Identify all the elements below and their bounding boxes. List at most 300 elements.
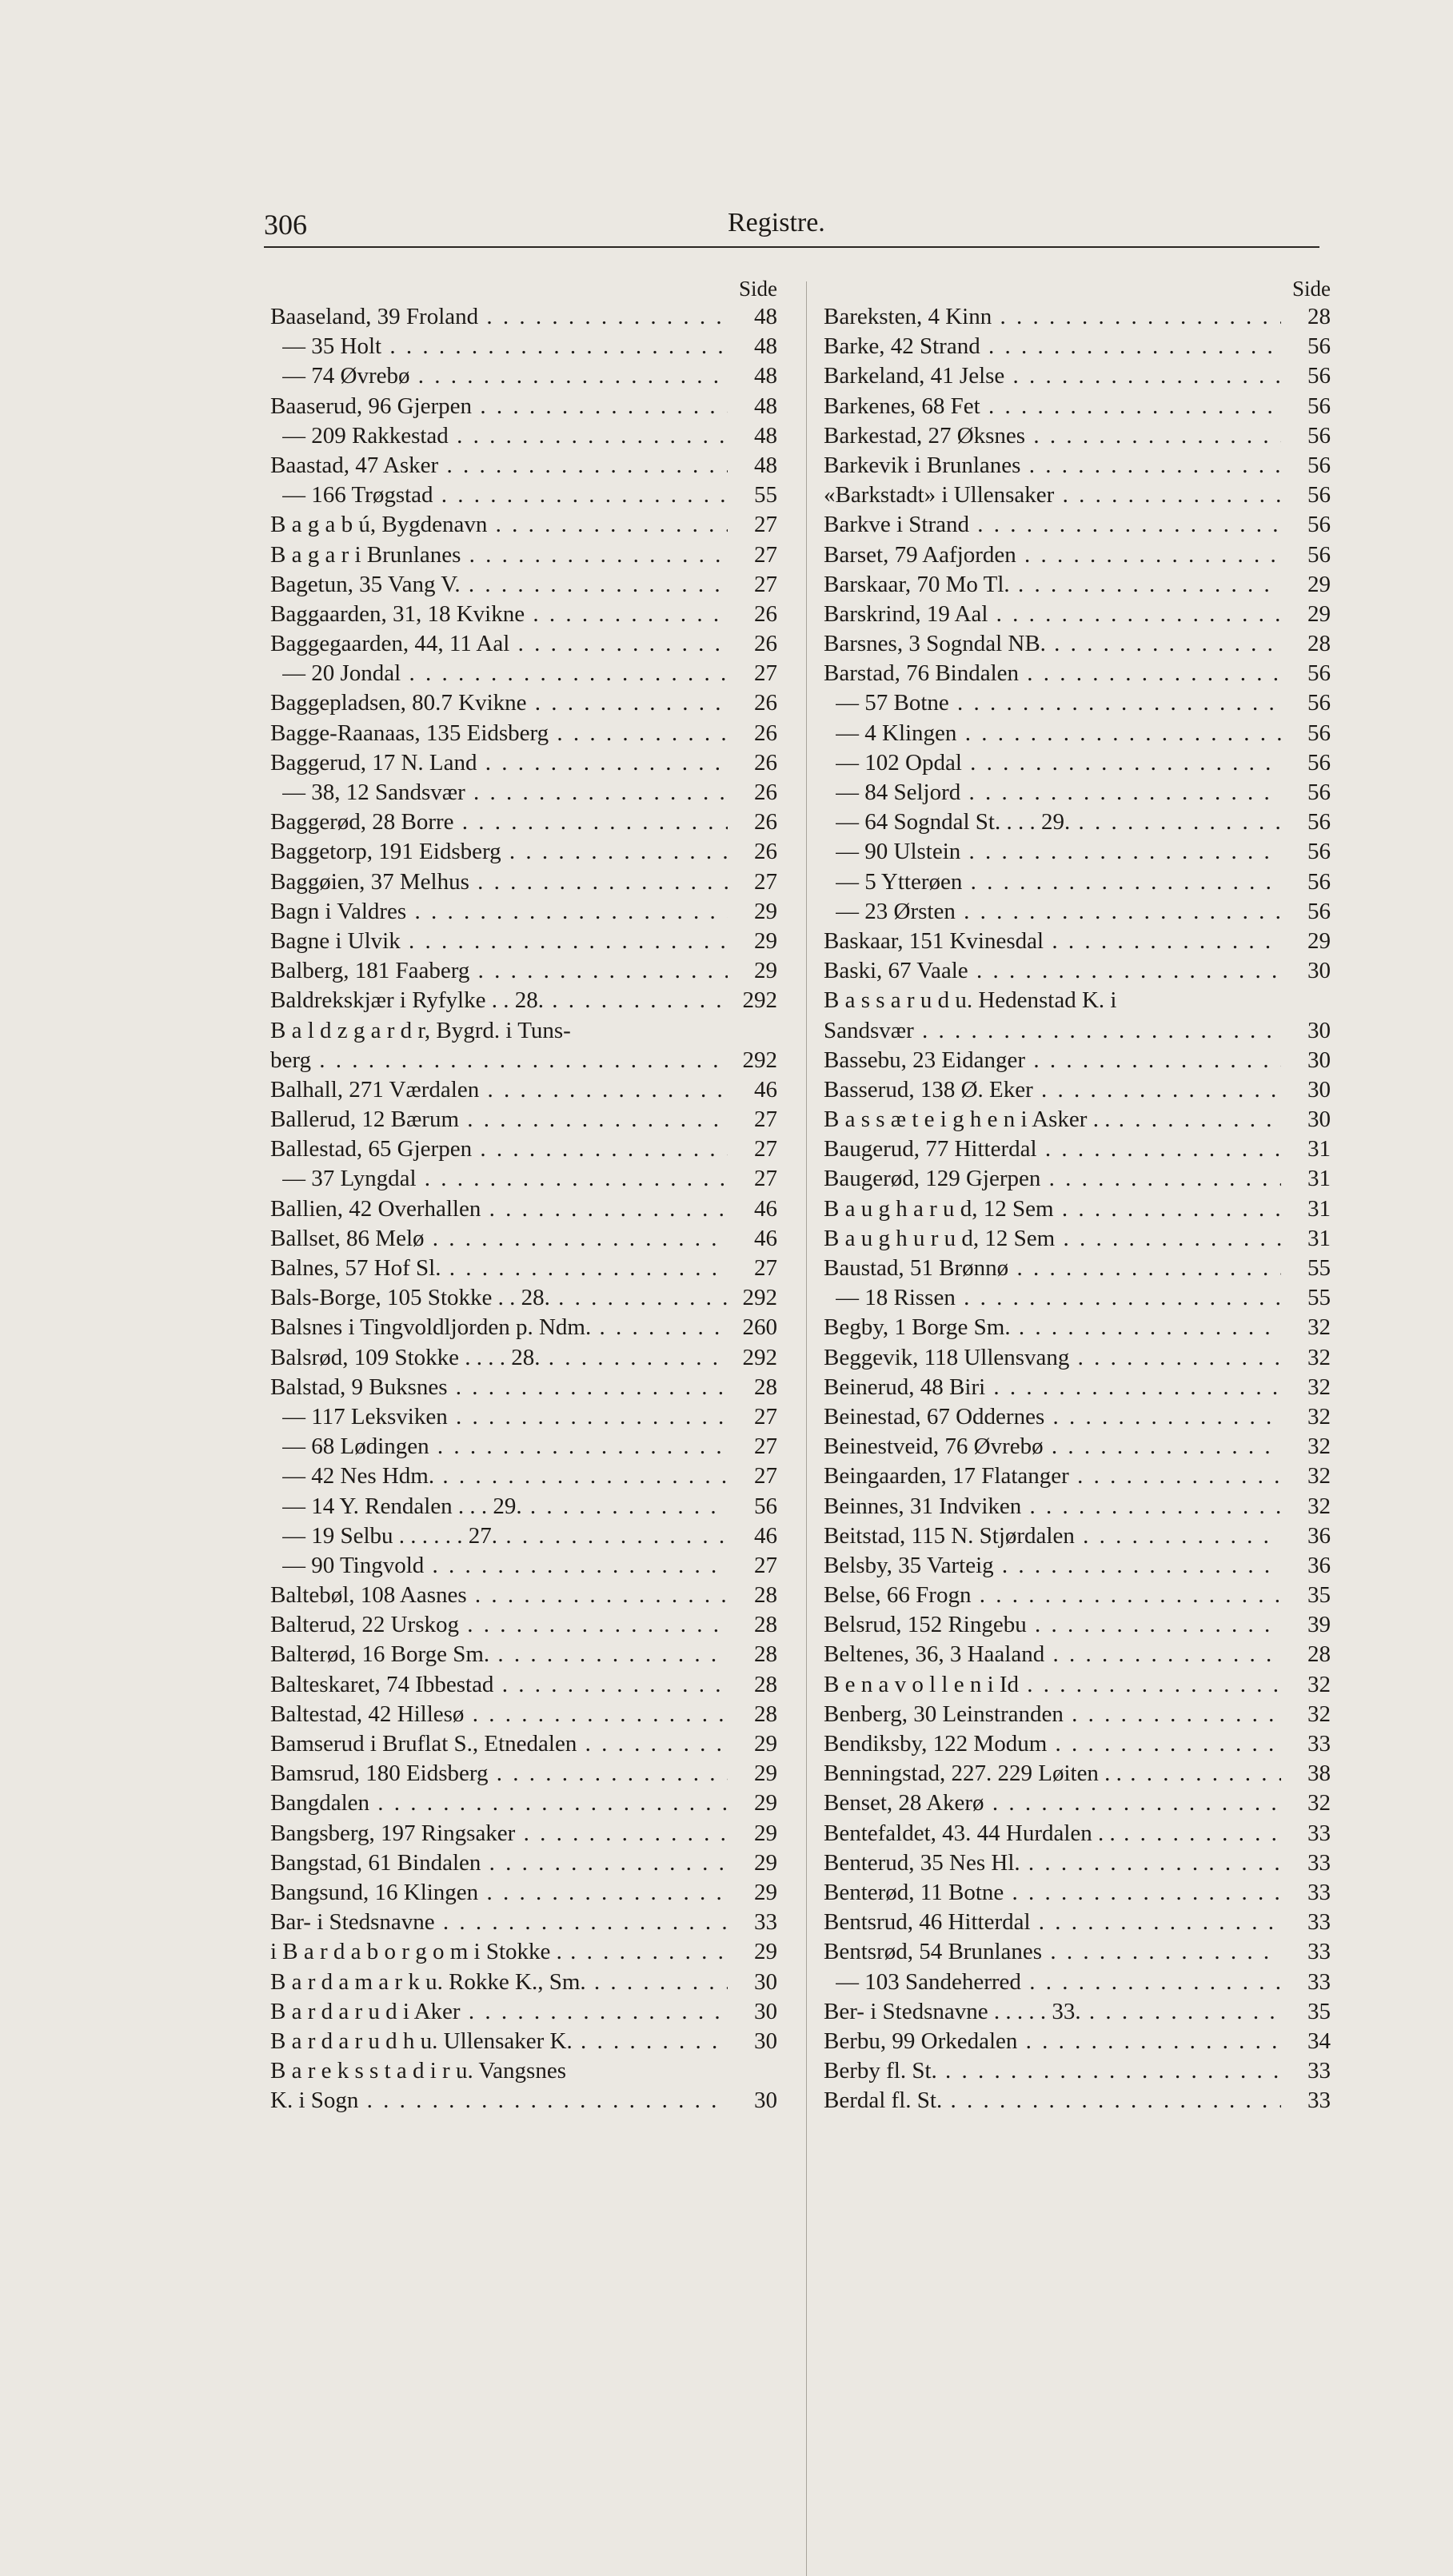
index-entry (824, 1551, 1335, 1581)
entry-text: Barke, 42 Strand . . . (824, 332, 1281, 361)
index-entry (270, 897, 782, 927)
entry-page: 26 (754, 690, 777, 716)
index-entry (270, 1551, 782, 1581)
index-entry (824, 927, 1335, 956)
entry-text: Bentsrød, 54 Brunlanes . . . (824, 1937, 1281, 1967)
index-entry (824, 1997, 1335, 2027)
index-entry (824, 1283, 1335, 1313)
entry-text: Bamsrud, 180 Eidsberg . . . (270, 1759, 728, 1788)
entry-text: — 42 Nes Hdm. . . . (282, 1461, 728, 1491)
entry-text: Bamserud i Bruflat S., Etnedalen . . . (270, 1729, 728, 1759)
entry-page: 31 (1307, 1195, 1331, 1222)
index-entry (270, 2056, 782, 2086)
index-entry (824, 1788, 1335, 1818)
entry-page: 28 (1307, 1641, 1331, 1668)
index-entry (270, 1819, 782, 1848)
entry-page: 29 (754, 927, 777, 954)
entry-text: — 84 Seljord . . . (836, 778, 1281, 807)
entry-page: 35 (1307, 1998, 1331, 2024)
index-entry (824, 1016, 1335, 1046)
entry-text: Ber- i Stedsnavne . . . . . 33. . . . (824, 1997, 1281, 2027)
entry-page: 29 (754, 1761, 777, 1787)
entry-page: 33 (1307, 2058, 1331, 2084)
entry-page: 55 (1307, 1255, 1331, 1281)
entry-page: 32 (1307, 1701, 1331, 1727)
entry-text: — 19 Selbu . . . . . . 27. . . . (282, 1521, 728, 1551)
entry-text: Balteskaret, 74 Ibbestad . . . (270, 1670, 728, 1700)
index-entry (824, 748, 1335, 778)
entry-text: B a u g h a r u d, 12 Sem . . . (824, 1194, 1281, 1224)
entry-page: 46 (754, 1076, 777, 1103)
index-entry (270, 392, 782, 421)
index-entry (270, 867, 782, 897)
entry-page: 38 (1307, 1761, 1331, 1787)
index-entry (824, 2027, 1335, 2056)
entry-page: 29 (1307, 571, 1331, 597)
index-entry (270, 481, 782, 510)
entry-page: 29 (754, 1879, 777, 1905)
index-entry (270, 1373, 782, 1402)
index-entry (824, 1402, 1335, 1432)
entry-text: Beinnes, 31 Indviken . . . (824, 1492, 1281, 1521)
entry-text: Bar- i Stedsnavne . . . (270, 1908, 728, 1937)
index-entry (824, 837, 1335, 867)
index-entry (270, 2027, 782, 2056)
entry-page: 31 (1307, 1166, 1331, 1192)
index-entry (270, 1194, 782, 1224)
entry-page: 33 (754, 1909, 777, 1936)
entry-page: 36 (1307, 1552, 1331, 1578)
entry-text: B a l d z g a r d r, Bygrd. i Tuns- (270, 1017, 571, 1043)
index-entry (824, 659, 1335, 688)
entry-text: B a g a b ú, Bygdenavn . . . (270, 510, 728, 540)
entry-page: 30 (754, 1998, 777, 2024)
index-entry (824, 956, 1335, 986)
entry-text: — 166 Trøgstad . . . (282, 481, 728, 510)
index-entry (270, 600, 782, 629)
index-entry (824, 302, 1335, 332)
entry-page: 27 (754, 1552, 777, 1578)
index-entry (824, 629, 1335, 659)
index-entry (270, 778, 782, 807)
entry-page: 32 (1307, 1463, 1331, 1489)
index-entry (824, 688, 1335, 718)
entry-text: B a r e k s s t a d i r u. Vangsnes (270, 2058, 566, 2084)
entry-page: 31 (1307, 1225, 1331, 1251)
entry-text: Barskaar, 70 Mo Tl. . . . (824, 570, 1281, 600)
index-entry (824, 1759, 1335, 1788)
entry-page: 32 (1307, 1403, 1331, 1430)
entry-page: 48 (754, 333, 777, 360)
index-entry (270, 1283, 782, 1313)
index-entry (270, 1848, 782, 1878)
entry-text: Bals-Borge, 105 Stokke . . 28. . . . (270, 1283, 728, 1313)
index-entry (270, 570, 782, 600)
index-entry (270, 1968, 782, 1997)
entry-page: 30 (754, 2088, 777, 2114)
entry-text: B a r d a r u d h u. Ullensaker K. . . . (270, 2027, 728, 2056)
index-entry (270, 1134, 782, 1164)
entry-page: 27 (754, 1107, 777, 1133)
entry-page: 39 (1307, 1612, 1331, 1638)
index-entry (270, 2086, 782, 2115)
entry-page: 27 (754, 1166, 777, 1192)
entry-text: «Barkstadt» i Ullensaker . . . (824, 481, 1281, 510)
entry-text: Baaserud, 96 Gjerpen . . . (270, 392, 728, 421)
entry-text: Bassebu, 23 Eidanger . . . (824, 1046, 1281, 1075)
index-entry (824, 600, 1335, 629)
entry-page: 55 (754, 482, 777, 508)
entry-text: Barkenes, 68 Fet . . . (824, 392, 1281, 421)
entry-text: Beinestad, 67 Oddernes . . . (824, 1402, 1281, 1432)
entry-text: Berby fl. St. . . . (824, 2056, 1281, 2086)
entry-page: 33 (1307, 1939, 1331, 1965)
index-entry (824, 1373, 1335, 1402)
index-entry (270, 688, 782, 718)
entry-page: 32 (1307, 1374, 1331, 1400)
entry-page: 48 (754, 452, 777, 478)
entry-text: Berdal fl. St. . . . (824, 2086, 1281, 2115)
index-entry (824, 1461, 1335, 1491)
entry-text: Bendiksby, 122 Modum . . . (824, 1729, 1281, 1759)
entry-page: 56 (1307, 720, 1331, 746)
index-entry (824, 570, 1335, 600)
index-entry (824, 540, 1335, 570)
entry-text: K. i Sogn . . . (270, 2086, 728, 2115)
entry-text: Beggevik, 118 Ullensvang . . . (824, 1343, 1281, 1373)
entry-page: 56 (1307, 482, 1331, 508)
index-entry (270, 986, 782, 1015)
entry-page: 33 (1307, 1968, 1331, 1995)
index-entry (824, 361, 1335, 391)
index-entry (270, 927, 782, 956)
entry-text: Benningstad, 227. 229 Løiten . . . . . (824, 1759, 1281, 1788)
entry-text: Baggetorp, 191 Eidsberg . . . (270, 837, 728, 867)
entry-text: Baltestad, 42 Hillesø . . . (270, 1700, 728, 1729)
index-entry (824, 1670, 1335, 1700)
entry-text: Barkve i Strand . . . (824, 510, 1281, 540)
entry-page: 26 (754, 809, 777, 835)
index-entry (270, 421, 782, 451)
index-entry (824, 421, 1335, 451)
index-entry (270, 807, 782, 837)
entry-page: 30 (1307, 1107, 1331, 1133)
entry-text: Baggegaarden, 44, 11 Aal . . . (270, 629, 728, 659)
entry-text: Baugerud, 77 Hitterdal . . . (824, 1134, 1281, 1164)
entry-text: Balsnes i Tingvoldljorden p. Ndm. . . . (270, 1313, 728, 1342)
index-entry (270, 302, 782, 332)
entry-text: B a s s a r u d u. Hedenstad K. i (824, 987, 1117, 1014)
entry-text: Barkevik i Brunlanes . . . (824, 451, 1281, 481)
index-entry (270, 1402, 782, 1432)
entry-text: Bangstad, 61 Bindalen . . . (270, 1848, 728, 1878)
index-entry (824, 1254, 1335, 1283)
entry-page: 36 (1307, 1522, 1331, 1549)
index-entry (824, 1105, 1335, 1134)
entry-text: Balterud, 22 Urskog . . . (270, 1610, 728, 1640)
index-column-left (270, 276, 782, 2115)
entry-text: Barstad, 76 Bindalen . . . (824, 659, 1281, 688)
entry-text: Ballien, 42 Overhallen . . . (270, 1194, 728, 1224)
index-entry (824, 1700, 1335, 1729)
index-entry (824, 1848, 1335, 1878)
entry-text: — 90 Ulstein . . . (836, 837, 1281, 867)
entry-text: Belsby, 35 Varteig . . . (824, 1551, 1281, 1581)
index-entry (270, 1521, 782, 1551)
entry-page: 292 (742, 1344, 777, 1370)
index-entry (270, 332, 782, 361)
index-entry (824, 2086, 1335, 2115)
entry-page: 56 (1307, 780, 1331, 805)
index-entry (270, 1105, 782, 1134)
entry-text: B a u g h u r u d, 12 Sem . . . (824, 1224, 1281, 1254)
entry-page: 30 (1307, 958, 1331, 984)
entry-page: 31 (1307, 1136, 1331, 1162)
entry-page: 32 (1307, 1671, 1331, 1697)
index-entry (824, 1046, 1335, 1075)
entry-page: 30 (754, 2028, 777, 2054)
entry-page: 29 (754, 1849, 777, 1876)
index-entry (270, 1581, 782, 1610)
index-entry (270, 451, 782, 481)
entry-page: 27 (754, 660, 777, 687)
entry-text: Baggerud, 17 N. Land . . . (270, 748, 728, 778)
index-entry (270, 719, 782, 748)
index-entry (270, 1254, 782, 1283)
index-entry (824, 1819, 1335, 1848)
entry-text: Balberg, 181 Faaberg . . . (270, 956, 728, 986)
entry-text: B a g a r i Brunlanes . . . (270, 540, 728, 570)
entry-text: — 14 Y. Rendalen . . . 29. . . . (282, 1492, 728, 1521)
entry-text: — 64 Sogndal St. . . . 29. . . . (836, 807, 1281, 837)
entry-text: Bareksten, 4 Kinn . . . (824, 302, 1281, 332)
entry-page: 56 (1307, 452, 1331, 478)
entry-page: 260 (742, 1314, 777, 1341)
index-entry (270, 1432, 782, 1461)
entry-page: 26 (754, 631, 777, 657)
index-entry (270, 1016, 782, 1046)
index-entry (270, 510, 782, 540)
entry-text: B a s s æ t e i g h e n i Asker . . . . . (824, 1105, 1281, 1134)
entry-text: Balstad, 9 Buksnes . . . (270, 1373, 728, 1402)
entry-page: 32 (1307, 1790, 1331, 1816)
entry-page: 56 (1307, 512, 1331, 538)
index-entry (270, 1046, 782, 1075)
entry-text: Balterød, 16 Borge Sm. . . . (270, 1640, 728, 1669)
index-entry (270, 1313, 782, 1342)
entry-page: 32 (1307, 1314, 1331, 1341)
entry-text: Bagge-Raanaas, 135 Eidsberg . . . (270, 719, 728, 748)
entry-page: 56 (1307, 541, 1331, 568)
index-entry (824, 1075, 1335, 1105)
entry-text: Begby, 1 Borge Sm. . . . (824, 1313, 1281, 1342)
entry-text: Baugerød, 129 Gjerpen . . . (824, 1164, 1281, 1194)
index-entry (824, 1610, 1335, 1640)
entry-page: 27 (754, 1403, 777, 1430)
entry-page: 56 (1307, 690, 1331, 716)
entry-text: — 38, 12 Sandsvær . . . (282, 778, 728, 807)
index-entry (824, 332, 1335, 361)
entry-page: 292 (742, 987, 777, 1014)
index-entry (270, 1729, 782, 1759)
entry-page: 56 (754, 1493, 777, 1519)
entry-text: Bangsund, 16 Klingen . . . (270, 1878, 728, 1908)
index-entry (270, 1937, 782, 1967)
entry-page: 29 (754, 1939, 777, 1965)
entry-page: 29 (754, 898, 777, 924)
entry-page: 48 (754, 304, 777, 329)
entry-text: — 5 Ytterøen . . . (836, 867, 1281, 897)
entry-text: Baaseland, 39 Froland . . . (270, 302, 728, 332)
entry-page: 27 (754, 512, 777, 538)
entry-text: Beltenes, 36, 3 Haaland . . . (824, 1640, 1281, 1669)
entry-page: 28 (754, 1612, 777, 1638)
column-divider (806, 281, 807, 2576)
entry-text: — 90 Tingvold . . . (282, 1551, 728, 1581)
entry-text: Belsrud, 152 Ringebu . . . (824, 1610, 1281, 1640)
index-entry (270, 1224, 782, 1254)
entry-text: B a r d a m a r k u. Rokke K., Sm. . . . (270, 1968, 728, 1997)
entry-text: Baldrekskjær i Ryfylke . . 28. . . . (270, 986, 728, 1015)
index-entry (270, 1759, 782, 1788)
entry-page: 26 (754, 749, 777, 776)
entry-page: 29 (754, 1731, 777, 1757)
entry-page: 46 (754, 1225, 777, 1251)
entry-text: — 68 Lødingen . . . (282, 1432, 728, 1461)
index-entry (824, 897, 1335, 927)
entry-page: 28 (1307, 631, 1331, 657)
entry-page: 28 (754, 1374, 777, 1400)
entry-text: — 117 Leksviken . . . (282, 1402, 728, 1432)
entry-page: 27 (754, 1136, 777, 1162)
entry-page: 27 (754, 541, 777, 568)
entry-page: 27 (754, 1255, 777, 1281)
entry-page: 56 (1307, 868, 1331, 895)
entry-text: Barkeland, 41 Jelse . . . (824, 361, 1281, 391)
entry-text: Bangsberg, 197 Ringsaker . . . (270, 1819, 728, 1848)
index-entry (824, 1134, 1335, 1164)
entry-page: 56 (1307, 393, 1331, 419)
entry-page: 28 (1307, 304, 1331, 329)
index-column-right (824, 276, 1335, 2115)
entry-page: 33 (1307, 1820, 1331, 1846)
index-entry (824, 451, 1335, 481)
entry-text: Baskaar, 151 Kvinesdal . . . (824, 927, 1281, 956)
entry-text: Barset, 79 Aafjorden . . . (824, 540, 1281, 570)
entry-page: 292 (742, 1047, 777, 1073)
index-entry (270, 1461, 782, 1491)
entry-page: 30 (1307, 1047, 1331, 1073)
entry-text: — 209 Rakkestad . . . (282, 421, 728, 451)
entry-text: Baggaarden, 31, 18 Kvikne . . . (270, 600, 728, 629)
index-entry (270, 1878, 782, 1908)
page-number: 306 (264, 209, 307, 241)
index-entry (824, 1581, 1335, 1610)
index-entry (824, 1224, 1335, 1254)
page-header (264, 200, 1319, 248)
entry-page: 28 (754, 1582, 777, 1609)
index-entry (824, 1343, 1335, 1373)
entry-page: 33 (1307, 1731, 1331, 1757)
entry-text: — 35 Holt . . . (282, 332, 728, 361)
running-title: Registre. (728, 208, 825, 237)
entry-page: 32 (1307, 1344, 1331, 1370)
index-entry (824, 481, 1335, 510)
entry-text: i B a r d a b o r g o m i Stokke . . . . (270, 1937, 728, 1967)
index-entry (270, 1997, 782, 2027)
entry-text: Barkestad, 27 Øksnes . . . (824, 421, 1281, 451)
entry-page: 28 (754, 1641, 777, 1668)
entry-text: Basserud, 138 Ø. Eker . . . (824, 1075, 1281, 1105)
entry-text: Benset, 28 Akerø . . . (824, 1788, 1281, 1818)
index-entry (270, 1075, 782, 1105)
entry-page: 28 (754, 1701, 777, 1727)
entry-page: 26 (754, 720, 777, 746)
index-entry (824, 1432, 1335, 1461)
entry-page: 29 (754, 1820, 777, 1846)
entry-page: 48 (754, 393, 777, 419)
entry-page: 29 (1307, 927, 1331, 954)
index-entry (270, 659, 782, 688)
entry-text: Baastad, 47 Asker . . . (270, 451, 728, 481)
entry-text: Benberg, 30 Leinstranden . . . (824, 1700, 1281, 1729)
index-entry (270, 837, 782, 867)
entry-text: Bangdalen . . . (270, 1788, 728, 1818)
entry-text: Bagn i Valdres . . . (270, 897, 728, 927)
index-entry (824, 1878, 1335, 1908)
entry-text: — 57 Botne . . . (836, 688, 1281, 718)
entry-text: Baski, 67 Vaale . . . (824, 956, 1281, 986)
entry-page: 32 (1307, 1434, 1331, 1460)
entry-text: Berbu, 99 Orkedalen . . . (824, 2027, 1281, 2056)
entry-text: Balnes, 57 Hof Sl. . . . (270, 1254, 728, 1283)
index-entry (270, 1670, 782, 1700)
entry-page: 29 (1307, 600, 1331, 627)
index-entry (270, 956, 782, 986)
entry-page: 56 (1307, 333, 1331, 360)
index-entry (824, 986, 1335, 1015)
entry-text: Barsnes, 3 Sogndal NB. . . . (824, 629, 1281, 659)
entry-page: 46 (754, 1522, 777, 1549)
index-entry (270, 1908, 782, 1937)
entry-page: 30 (1307, 1017, 1331, 1043)
entry-page: 27 (754, 868, 777, 895)
entry-page: 26 (754, 780, 777, 805)
index-entry (270, 1700, 782, 1729)
entry-page: 56 (1307, 660, 1331, 687)
index-entry (270, 1492, 782, 1521)
entry-page: 56 (1307, 898, 1331, 924)
entry-page: 56 (1307, 363, 1331, 389)
index-entry (824, 1521, 1335, 1551)
entry-text: Bentsrud, 46 Hitterdal . . . (824, 1908, 1281, 1937)
entry-text: Belse, 66 Frogn . . . (824, 1581, 1281, 1610)
entry-text: Baustad, 51 Brønnø . . . (824, 1254, 1281, 1283)
entry-text: — 4 Klingen . . . (836, 719, 1281, 748)
entry-page: 27 (754, 1463, 777, 1489)
index-entry (270, 1343, 782, 1373)
entry-text: berg . . . (270, 1046, 728, 1075)
index-entry (824, 1313, 1335, 1342)
entry-text: Beitstad, 115 N. Stjørdalen . . . (824, 1521, 1281, 1551)
entry-text: Benterød, 11 Botne . . . (824, 1878, 1281, 1908)
entry-text: — 20 Jondal . . . (282, 659, 728, 688)
entry-text: Ballestad, 65 Gjerpen . . . (270, 1134, 728, 1164)
entry-text: Balsrød, 109 Stokke . . . . 28. . . . (270, 1343, 728, 1373)
entry-page: 48 (754, 363, 777, 389)
header-rule (264, 246, 1319, 248)
entry-text: — 18 Rissen . . . (836, 1283, 1281, 1313)
